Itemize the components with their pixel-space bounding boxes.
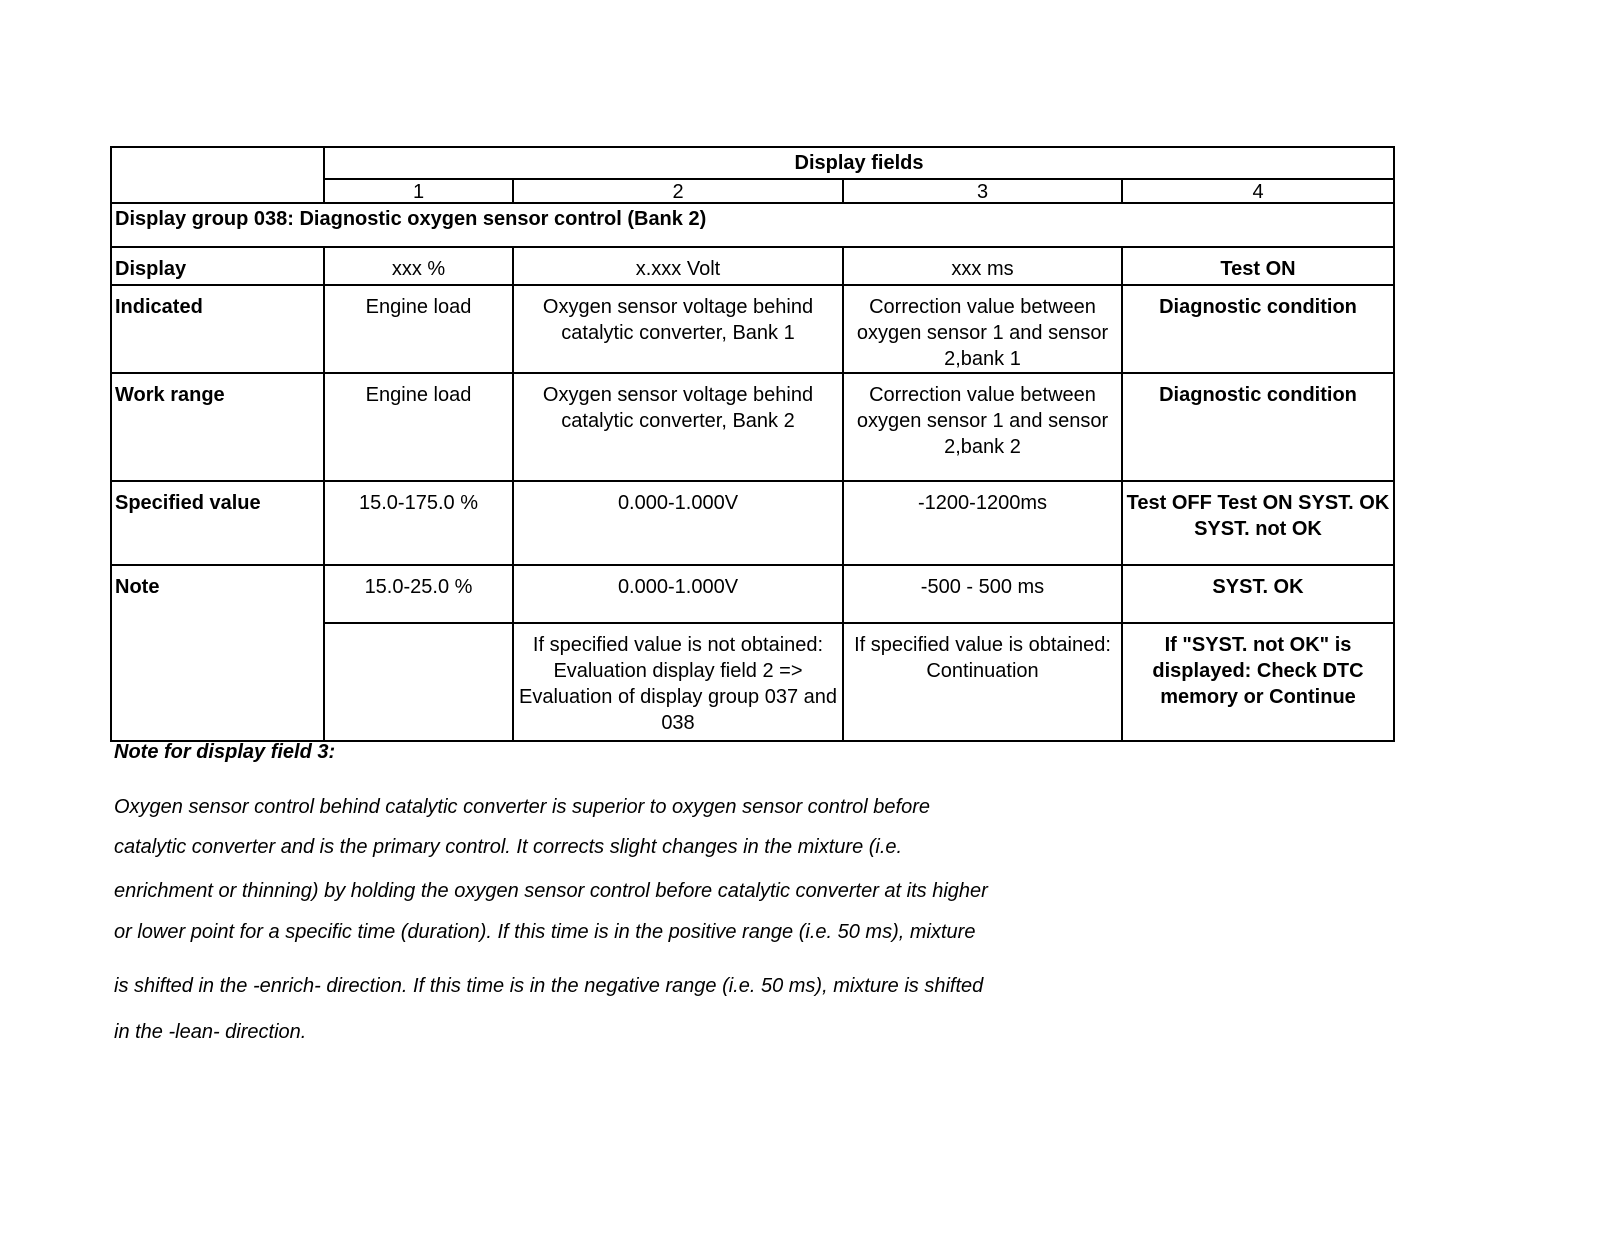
field-number-1: 1 <box>324 179 513 203</box>
indicated-field-1: Engine load <box>324 285 513 373</box>
row-label-work-range: Work range <box>111 373 324 481</box>
indicated-field-4: Diagnostic condition <box>1122 285 1394 373</box>
note-line-2: catalytic converter and is the primary control. It corrects slight changes in the mixture (i.e. <box>114 836 903 858</box>
note-field-1: 15.0-25.0 % <box>324 565 513 623</box>
note-extra-field-1 <box>324 623 513 741</box>
note-field-2: 0.000-1.000V <box>513 565 843 623</box>
table-row-specified-value <box>111 481 1394 565</box>
display-field-4: Test ON <box>1122 247 1394 285</box>
field-number-4: 4 <box>1122 179 1394 203</box>
display-group-title: Display group 038: Diagnostic oxygen sensor control (Bank 2) <box>111 203 1394 247</box>
note-line-3: enrichment or thinning) by holding the oxygen sensor control before catalytic converter at its higher <box>114 880 988 902</box>
note-extra-field-4: If "SYST. not OK" is displayed: Check DTC memory or Continue <box>1122 623 1394 741</box>
field-number-3: 3 <box>843 179 1122 203</box>
specified-value-field-1: 15.0-175.0 % <box>324 481 513 565</box>
note-field-3: -500 - 500 ms <box>843 565 1122 623</box>
note-line-5: is shifted in the -enrich- direction. If this time is in the negative range (i.e. 50 ms), mixture is shifted <box>114 975 984 997</box>
table-row-note <box>111 565 1394 623</box>
row-label-specified-value: Specified value <box>111 481 324 565</box>
note-line-1: Oxygen sensor control behind catalytic converter is superior to oxygen sensor control before <box>114 796 930 818</box>
note-field-4: SYST. OK <box>1122 565 1394 623</box>
field-number-2: 2 <box>513 179 843 203</box>
note-heading: Note for display field 3: <box>114 741 336 763</box>
specified-value-field-2: 0.000-1.000V <box>513 481 843 565</box>
work-range-field-2: Oxygen sensor voltage behind catalytic converter, Bank 2 <box>513 373 843 481</box>
work-range-field-1: Engine load <box>324 373 513 481</box>
note-line-4: or lower point for a specific time (duration). If this time is in the positive range (i.e. 50 ms), mixture <box>114 921 976 943</box>
display-fields-header: Display fields <box>324 147 1394 179</box>
display-field-3: xxx ms <box>843 247 1122 285</box>
display-field-1: xxx % <box>324 247 513 285</box>
indicated-field-2: Oxygen sensor voltage behind catalytic converter, Bank 1 <box>513 285 843 373</box>
header-corner-cell <box>111 147 324 203</box>
row-label-display: Display <box>111 247 324 285</box>
work-range-field-3: Correction value between oxygen sensor 1 and sensor 2,bank 2 <box>843 373 1122 481</box>
table-row-indicated <box>111 285 1394 373</box>
indicated-field-3: Correction value between oxygen sensor 1 and sensor 2,bank 1 <box>843 285 1122 373</box>
display-field-2: x.xxx Volt <box>513 247 843 285</box>
note-extra-field-3: If specified value is obtained: Continuation <box>843 623 1122 741</box>
table-row-display <box>111 247 1394 285</box>
table-row-work-range <box>111 373 1394 481</box>
specified-value-field-3: -1200-1200ms <box>843 481 1122 565</box>
specified-value-field-4: Test OFF Test ON SYST. OK SYST. not OK <box>1122 481 1394 565</box>
note-extra-field-2: If specified value is not obtained: Evaluation display field 2 => Evaluation of display group 037 and 038 <box>513 623 843 741</box>
note-line-6: in the -lean- direction. <box>114 1021 307 1043</box>
row-label-indicated: Indicated <box>111 285 324 373</box>
work-range-field-4: Diagnostic condition <box>1122 373 1394 481</box>
display-group-table <box>110 146 1395 742</box>
row-label-note: Note <box>111 565 324 741</box>
